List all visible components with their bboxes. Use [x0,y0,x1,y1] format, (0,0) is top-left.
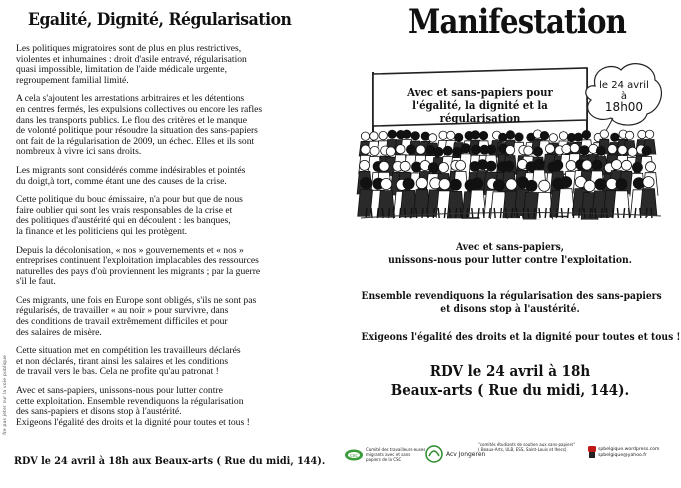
left-paragraph-line: entreprises continuent l'exploitation implacables des ressources [16,255,259,267]
left-paragraph [16,386,316,428]
left-paragraph-line: s'il le faut. [16,276,56,288]
date-bubble [596,80,652,113]
crowd-head [600,130,608,138]
crowd-head [646,162,656,172]
crowd-head [643,177,654,188]
sp-email[interactable]: spbelgique@yahoo.fr [598,453,647,458]
left-paragraph-line: Cette politique du bouc émissaire, n'a pour but que de nous [16,194,243,206]
crowd-head [370,146,379,155]
left-paragraph-line: quasi impossible, limitation de l'aide médicale urgente, [16,64,227,76]
crowd-head [539,180,550,191]
crowd-head [361,132,369,140]
crowd-head [584,180,595,191]
left-paragraph [16,94,316,158]
left-title: Egalité, Dignité, Régularisation [28,10,292,30]
crowd-head [455,133,463,141]
fist-icon [586,443,598,459]
crowd-head [574,133,582,141]
crowd-body [640,189,657,216]
logo-acv-text: Acv Jongeren [446,451,486,458]
message-unite [362,241,659,267]
crowd-head [534,159,544,169]
crowd-head [493,180,504,191]
message-unite-line-2: unissons-nous pour lutter contre l'exploitation. [388,254,632,266]
left-paragraph [16,296,316,338]
crowd-head [506,179,517,190]
rdv-block [362,362,659,400]
crowd-body [558,189,575,216]
crowd-head [506,146,515,155]
left-paragraph [16,44,316,86]
crowd-head [486,161,496,171]
crowd-head [638,130,646,138]
date-line-3: 18h00 [604,100,644,114]
sponsor-logos [340,440,676,470]
left-paragraph-line: en centres fermés, les expulsions collectives ou encore les rafles [16,103,263,115]
crowd-head [526,180,537,191]
crowd-head [361,177,372,188]
left-paragraph [16,195,316,237]
crowd-head [472,178,483,189]
left-paragraph-line: regroupement familial limité. [16,74,129,86]
page-title: Manifestation [408,2,626,42]
logo-comite-text: Comité des travailleurs·euses migrants avec et sans papiers de la CSC [366,447,426,462]
crowd-head [439,179,450,190]
crowd-head [595,179,606,190]
message-regularisation-line-2: et disons stop à l'austérité. [440,303,580,315]
crowd-head [471,131,479,139]
rdv-line-1: RDV le 24 avril à 18h [429,362,591,380]
left-paragraph-line: des sans-papiers et disons stop à l'austérité. [16,406,182,418]
crowd-head [566,161,576,171]
crowd-head [582,130,590,138]
crowd-head [628,147,637,156]
left-paragraph [16,246,316,288]
crowd-head [428,163,438,173]
crowd-head [642,146,651,155]
crowd-head [379,161,389,171]
crowd-head [416,145,425,154]
crowd-head [406,145,415,154]
crowd-head [616,179,627,190]
left-paragraph-line: Depuis la décolonisation, « nos » gouvernements et « nos » [16,244,244,256]
left-paragraph-line: Cette situation met en compétition les travailleurs déclarés [16,345,241,357]
crowd-head [411,132,419,140]
acv-logo-icon [424,444,444,464]
date-line-1: le 24 avril [599,80,649,91]
crowd-head [370,132,378,140]
sp-website[interactable]: spbelgique.wordpress.com [598,447,660,452]
left-paragraph-line: nombreux à vivre ici sans droits. [16,146,142,158]
crowd-head [443,146,452,155]
crowd-head [570,144,579,153]
rdv-line-2: Beaux-arts ( Rue du midi, 144). [390,381,630,399]
crowd-head [580,146,589,155]
crowd-head [582,160,592,170]
crowd-head [486,145,495,154]
left-paragraph-line: régularisés, de travailler « au noir » pour survivre, dans [16,305,229,317]
banner-line-2: l'égalité, la dignité et la régularisation [412,98,548,125]
crowd-head [596,146,605,155]
message-unite-line-1: Avec et sans-papiers, [456,241,564,253]
crowd-head [549,134,557,142]
crowd-head [515,133,523,141]
svg-text:csc: csc [349,453,359,459]
left-paragraph-line: faire oublier qui sont les vrais responsables de la crise et [16,204,233,216]
crowd-head [416,178,427,189]
message-regularisation-line-1: Ensemble revendiquons la régularisation des sans-papiers [361,290,662,302]
left-paragraph-line: violentes et inhumaines : droit d'asile entravé, régularisation [16,53,247,65]
crowd-head [622,160,632,170]
crowd-head [479,131,487,139]
crowd-head [400,161,410,171]
left-paragraph-line: dans les transports publics. Le flou des critères et le manque [16,114,247,126]
crowd-head [453,147,462,156]
left-paragraph-line: du doigt,à tort, comme étant une des causes de la crise. [16,175,227,187]
left-paragraph-line: la finance et les politiciens qui les protègent. [16,225,188,237]
crowd-head [361,145,370,154]
left-rdv: RDV le 24 avril à 18h aux Beaux-arts ( Rue du midi, 144). [14,455,326,467]
crowd-head [379,131,387,139]
left-paragraph-line: A cela s'ajoutent les arrestations arbitraires et les détentions [16,93,245,105]
crowd-head [504,161,514,171]
crowd-head [562,144,571,153]
crowd-head [472,145,481,154]
crowd-head [461,144,470,153]
left-paragraph-line: des conditions de travail extrêmement difficiles et pour [16,316,228,328]
crowd-head [381,178,392,189]
crowd-head [524,146,533,155]
left-paragraph-line: Ces migrants, une fois en Europe sont obligés, s'ils ne sont pas [16,294,257,306]
crowd-head [456,160,466,170]
crowd-head [403,130,411,138]
crowd-head [450,179,461,190]
left-paragraph-line: des politiques d'austérité qui en découlent : les banques, [16,215,231,227]
banner-text [387,86,574,125]
logo-acv-jongeren [424,444,486,468]
crowd-head [360,160,370,170]
crowd-body [378,191,395,218]
students-line-1: "comités étudiants de soutien aux sans-papiers" [478,442,576,447]
message-egalite-line-1: Exigeons l'égalité des droits et la dignité pour toutes et tous ! [361,331,681,343]
crowd-head [386,147,395,156]
left-paragraph-line: de volonté politique pour résoudre la situation des sans-papiers [16,125,258,137]
crowd-head [559,132,567,140]
left-body [16,44,316,436]
crowd-head [618,145,627,154]
logo-student-committees [478,442,598,452]
crowd-head [439,163,449,173]
crowd-head [561,177,572,188]
left-paragraph [16,346,316,378]
left-paragraph-line: Exigeons l'égalité des droits et la dignité pour toutes et tous ! [16,416,250,428]
date-line-2: à [620,91,628,102]
crowd-head [388,130,396,138]
banner-line-1: Avec et sans-papiers pour [407,85,553,99]
left-paragraph-line: des salaires de misère. [16,326,102,338]
crowd-head [506,131,514,139]
crowd-head [396,145,405,154]
csc-logo-icon [344,448,364,462]
crowd-head [592,160,602,170]
left-paragraph [16,166,316,187]
crowd-head [625,131,633,139]
left-paragraph-line: et non déclarés, tirant ainsi les salaires et les conditions [16,355,229,367]
left-paragraph-line: Les migrants sont considérés comme indésirables et pointés [16,164,246,176]
crowd-head [611,133,619,141]
crowd-head [434,147,443,156]
crowd-head [553,160,563,170]
left-paragraph-line: ont fait de la régularisation de 2009, un échec. Elles et ils sont [16,135,255,147]
side-note: Ne pas jeter sur la voie publique [3,355,8,435]
crowd-head [533,147,542,156]
left-paragraph-line: naturelles des pays d'où proviennent les migrants ; par la guerre [16,265,261,277]
message-egalite [361,331,681,344]
crowd-head [439,131,447,139]
crowd-head [608,145,617,154]
crowd-head [428,134,436,142]
crowd-head [447,131,455,139]
left-paragraph-line: Les politiques migratoires sont de plus en plus restrictives, [16,43,242,54]
crowd-head [632,162,642,172]
crowd-head [612,160,622,170]
message-regularisation [361,290,662,316]
left-paragraph-line: de travail vers le bas. Cela ne profite qu'au patronat ! [16,366,219,378]
left-paragraph-line: cette exploitation. Ensemble revendiquons la régularisation [16,395,244,407]
crowd-head [403,178,414,189]
students-line-2: ( Beaux-Arts, ULB, ESS, Saint-Louis et Ihecs) [478,447,567,452]
crowd-head [545,144,554,153]
left-paragraph-line: Avec et sans-papiers, unissons-nous pour lutter contre [16,385,223,397]
logo-sp-text [598,447,660,459]
crowd-head [645,130,653,138]
crowd-head [540,131,548,139]
